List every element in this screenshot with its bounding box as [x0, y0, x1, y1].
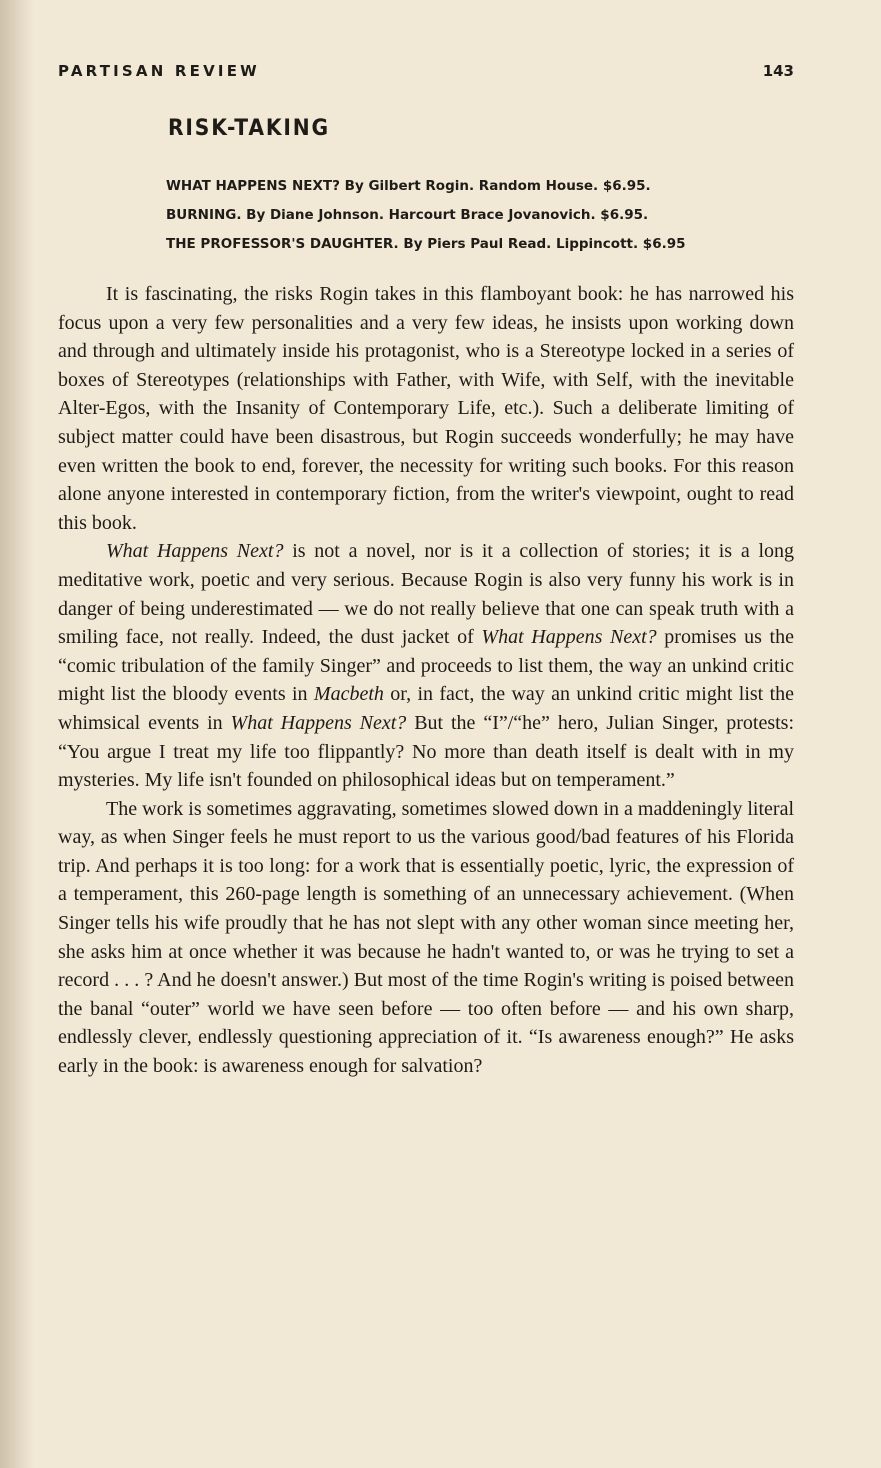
book-title-italic: What Happens Next? — [230, 711, 407, 734]
book-title-italic: What Happens Next? — [106, 540, 284, 563]
book-title-italic: What Happens Next? — [481, 626, 657, 649]
page-gutter-shadow — [0, 0, 34, 1468]
book-details: By Piers Paul Read. Lippincott. $6.95 — [398, 236, 686, 252]
running-head — [58, 62, 794, 86]
play-title-italic: Macbeth — [313, 683, 384, 706]
book-entry — [166, 230, 806, 259]
book-title: THE PROFESSOR'S DAUGHTER. — [166, 236, 399, 252]
book-title: WHAT HAPPENS NEXT? — [166, 178, 340, 194]
page-number: 143 — [762, 62, 794, 80]
paragraph-text: promises us the “comic tribulation of the family Singer” and proceeds to list them, the way an unkind critic might list the bloody events in — [58, 626, 794, 706]
book-entry — [166, 201, 806, 230]
reviewed-books-list — [166, 172, 806, 259]
journal-name: PARTISAN REVIEW — [58, 62, 260, 80]
book-title: BURNING. — [166, 207, 242, 223]
paragraph-text: or, in fact, the way an unkind critic might list the whimsical events in — [58, 683, 795, 734]
paragraph-3: The work is sometimes aggravating, sometimes slowed down in a maddeningly literal way, as when Singer feels he must report to us the various good/bad features of his Florida trip. And perhaps it is too long: for a work that is essentially poetic, lyric, the expression of a temperament, this 260-page length is something of an unnecessary achievement. (When Singer tells his wife proudly that he has not slept with any other woman since meeting her, she asks him at once whether it was because he hadn't wanted to, or was he trying to set a record . . . ? And he doesn't answer.) But most of the time Rogin's writing is poised between the banal “outer” world we have seen before — too often before — and his own sharp, endlessly clever, endlessly questioning appreciation of it. “Is awareness enough?” He asks early in the book: is awareness enough for salvation? — [58, 797, 794, 1078]
book-details: By Gilbert Rogin. Random House. $6.95. — [339, 178, 651, 194]
article-title: RISK-TAKING — [168, 116, 330, 141]
paragraph-text: But the “I”/“he” hero, Julian Singer, protests: “You argue I treat my life too flippantly? No more than death itself is dealt with in my mysteries. My life isn't founded on philosophical ideas but on temperament.” — [58, 711, 794, 792]
paragraph-1: It is fascinating, the risks Rogin takes in this flamboyant book: he has narrowed his focus upon a very few personalities and a very few ideas, he insists upon working down and through and ultimately inside his protagonist, who is a Stereotype locked in a series of boxes of Stereotypes (relationships with Father, with Wife, with Self, with the inevitable Alter-Egos, with the Insanity of Contemporary Life, etc.). Such a deliberate limiting of subject matter could have been disastrous, but Rogin succeeds wonderfully; he may have even written the book to end, forever, the necessity for writing such books. For this reason alone anyone interested in contemporary fiction, from the writer's viewpoint, ought to read this book. — [58, 283, 794, 534]
paragraph-text: is not a novel, nor is it a collection of stories; it is a long meditative work, poetic and very serious. Because Rogin is also very funny his work is in danger of being underestimated — we do not really believe that one can speak truth with a smiling face, not really. Indeed, the dust jacket of — [58, 540, 794, 649]
book-details: By Diane Johnson. Harcourt Brace Jovanovich. $6.95. — [241, 207, 649, 223]
book-entry — [166, 172, 806, 201]
paragraph-2 — [58, 537, 794, 794]
article-body — [58, 280, 794, 1081]
